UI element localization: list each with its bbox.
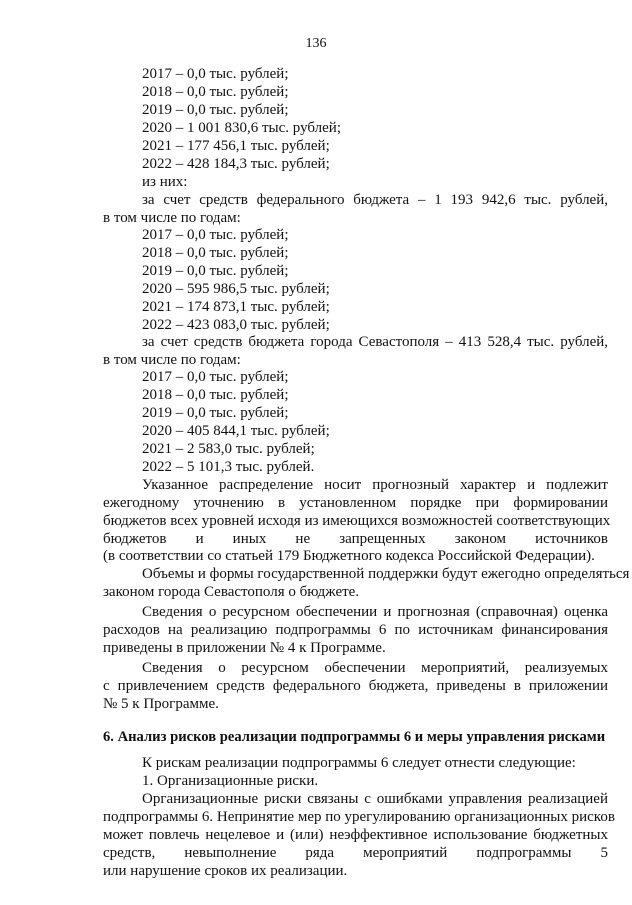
federal-total-line: за счет средств федерального бюджета – 1 193 942,6 тыс. рублей, — [142, 192, 608, 208]
year-line: 2019 – 0,0 тыс. рублей; — [142, 102, 289, 118]
paragraph-line: с привлечением средств федерального бюджета, приведены в приложении — [103, 678, 608, 694]
year-line: 2020 – 595 986,5 тыс. рублей; — [142, 281, 330, 297]
paragraph-line: (в соответствии со статьей 179 Бюджетного кодекса Российской Федерации). — [103, 548, 595, 564]
paragraph-line: ежегодному уточнению в установленном порядке при формировании — [103, 495, 608, 511]
year-line: 2021 – 174 873,1 тыс. рублей; — [142, 299, 330, 315]
year-line: 2017 – 0,0 тыс. рублей; — [142, 227, 289, 243]
year-line: 2022 – 5 101,3 тыс. рублей. — [142, 459, 315, 475]
paragraph-line: Организационные риски связаны с ошибками управления реализацией — [142, 791, 608, 807]
paragraph-line: Объемы и формы государственной поддержки будут ежегодно определяться — [142, 566, 630, 582]
paragraph-line: Сведения о ресурсном обеспечении мероприятий, реализуемых — [142, 660, 608, 676]
year-line: 2018 – 0,0 тыс. рублей; — [142, 84, 289, 100]
year-line: 2022 – 428 184,3 тыс. рублей; — [142, 156, 330, 172]
paragraph-line: расходов на реализацию подпрограммы 6 по источникам финансирования — [103, 622, 608, 638]
paragraph-line: № 5 к Программе. — [103, 696, 219, 712]
year-line: 2021 – 2 583,0 тыс. рублей; — [142, 441, 315, 457]
year-line: 2018 – 0,0 тыс. рублей; — [142, 245, 289, 261]
paragraph-line: бюджетов и иных не запрещенных законом источников — [103, 531, 608, 547]
year-line: 2018 – 0,0 тыс. рублей; — [142, 387, 289, 403]
year-line: 2019 – 0,0 тыс. рублей; — [142, 263, 289, 279]
city-total-line: за счет средств бюджета города Севастополя – 413 528,4 тыс. рублей, — [142, 334, 608, 350]
year-line: 2019 – 0,0 тыс. рублей; — [142, 405, 289, 421]
section-heading: 6. Анализ рисков реализации подпрограммы 6 и меры управления рисками — [103, 729, 606, 745]
paragraph-line: Сведения о ресурсном обеспечении и прогнозная (справочная) оценка — [142, 604, 608, 620]
year-line: 2022 – 423 083,0 тыс. рублей; — [142, 317, 330, 333]
year-line: 2017 – 0,0 тыс. рублей; — [142, 369, 289, 385]
year-line: 2021 – 177 456,1 тыс. рублей; — [142, 138, 330, 154]
page-number: 136 — [305, 36, 327, 51]
paragraph-line: средств, невыполнение ряда мероприятий подпрограммы 5 — [103, 845, 608, 861]
paragraph-line: или нарушение сроков их реализации. — [103, 863, 348, 879]
federal-by-years-line: в том числе по годам: — [103, 210, 241, 226]
risk-item-title: 1. Организационные риски. — [142, 773, 319, 789]
section-intro: К рискам реализации подпрограммы 6 следует отнести следующие: — [142, 755, 576, 771]
paragraph-line: приведены в приложении № 4 к Программе. — [103, 640, 386, 656]
paragraph-line: подпрограммы 6. Непринятие мер по урегулированию организационных рисков — [103, 809, 615, 825]
paragraph-line: законом города Севастополя о бюджете. — [103, 584, 360, 600]
paragraph-line: бюджетов всех уровней исходя из имеющихся возможностей соответствующих — [103, 513, 611, 529]
iz-nih-line: из них: — [142, 174, 188, 190]
paragraph-line: Указанное распределение носит прогнозный характер и подлежит — [142, 477, 608, 493]
year-line: 2017 – 0,0 тыс. рублей; — [142, 66, 289, 82]
year-line: 2020 – 1 001 830,6 тыс. рублей; — [142, 120, 341, 136]
year-line: 2020 – 405 844,1 тыс. рублей; — [142, 423, 330, 439]
paragraph-line: может повлечь нецелевое и (или) неэффективное использование бюджетных — [103, 827, 608, 843]
city-by-years-line: в том числе по годам: — [103, 352, 241, 368]
